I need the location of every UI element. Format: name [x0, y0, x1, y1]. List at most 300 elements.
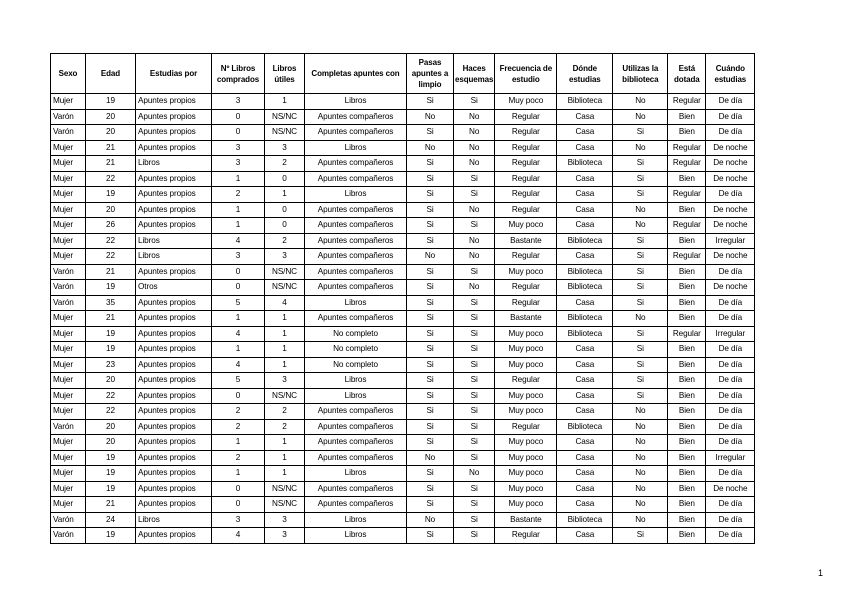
table-cell: De noche: [706, 202, 755, 218]
table-cell: No: [454, 109, 495, 125]
table-cell: 4: [212, 233, 265, 249]
table-cell: Bien: [668, 280, 706, 296]
table-cell: Libros: [305, 388, 407, 404]
table-cell: Muy poco: [495, 342, 557, 358]
table-cell: Regular: [668, 326, 706, 342]
header-row: [51, 54, 755, 94]
table-cell: Mujer: [51, 94, 86, 110]
table-row: [51, 450, 755, 466]
table-cell: 19: [86, 466, 136, 482]
table-cell: Biblioteca: [557, 326, 613, 342]
table-cell: 22: [86, 388, 136, 404]
table-cell: 2: [265, 156, 305, 172]
table-cell: Regular: [495, 528, 557, 544]
table-row: [51, 342, 755, 358]
table-row: [51, 140, 755, 156]
table-cell: 1: [212, 342, 265, 358]
table-cell: Mujer: [51, 342, 86, 358]
table-cell: Si: [454, 187, 495, 203]
table-cell: 1: [212, 311, 265, 327]
table-cell: Si: [454, 404, 495, 420]
table-cell: Regular: [495, 109, 557, 125]
table-cell: No: [454, 156, 495, 172]
table-cell: 4: [212, 326, 265, 342]
table-cell: Casa: [557, 497, 613, 513]
table-cell: 2: [212, 450, 265, 466]
table-cell: No: [454, 280, 495, 296]
table-cell: No: [613, 311, 668, 327]
table-cell: Regular: [495, 249, 557, 265]
table-cell: Si: [454, 295, 495, 311]
table-cell: Si: [454, 342, 495, 358]
table-cell: De día: [706, 311, 755, 327]
table-cell: Libros: [305, 94, 407, 110]
table-cell: Si: [407, 264, 454, 280]
table-cell: 3: [212, 140, 265, 156]
table-cell: Libros: [305, 140, 407, 156]
table-cell: De día: [706, 497, 755, 513]
table-cell: Regular: [495, 171, 557, 187]
table-row: [51, 466, 755, 482]
table-cell: 21: [86, 140, 136, 156]
table-cell: Apuntes compañeros: [305, 404, 407, 420]
table-cell: NS/NC: [265, 497, 305, 513]
table-cell: Mujer: [51, 466, 86, 482]
table-row: [51, 497, 755, 513]
table-row: [51, 295, 755, 311]
table-cell: No: [454, 249, 495, 265]
table-cell: Regular: [668, 94, 706, 110]
table-cell: De día: [706, 187, 755, 203]
table-cell: 19: [86, 326, 136, 342]
table-cell: Si: [454, 357, 495, 373]
table-cell: Mujer: [51, 156, 86, 172]
table-cell: 0: [212, 481, 265, 497]
table-cell: Apuntes compañeros: [305, 264, 407, 280]
table-row: [51, 357, 755, 373]
table-cell: No: [613, 450, 668, 466]
table-cell: De día: [706, 373, 755, 389]
header-estudias-por: Estudias por: [136, 54, 212, 94]
table-cell: Bien: [668, 528, 706, 544]
table-cell: De día: [706, 435, 755, 451]
table-cell: De día: [706, 125, 755, 141]
table-cell: Si: [454, 497, 495, 513]
table-cell: Muy poco: [495, 404, 557, 420]
table-cell: Si: [454, 171, 495, 187]
table-cell: 1: [265, 435, 305, 451]
table-cell: 2: [212, 187, 265, 203]
table-cell: Varón: [51, 512, 86, 528]
table-row: [51, 171, 755, 187]
table-cell: 21: [86, 264, 136, 280]
table-cell: Bien: [668, 357, 706, 373]
table-cell: Libros: [305, 373, 407, 389]
table-cell: Libros: [305, 528, 407, 544]
header-cuando: Cuándo estudias: [706, 54, 755, 94]
table-cell: Casa: [557, 528, 613, 544]
table-cell: Si: [407, 280, 454, 296]
table-cell: Bien: [668, 342, 706, 358]
header-edad: Edad: [86, 54, 136, 94]
table-cell: Casa: [557, 202, 613, 218]
table-cell: 19: [86, 280, 136, 296]
table-cell: Regular: [495, 156, 557, 172]
table-cell: Libros: [305, 187, 407, 203]
table-cell: De noche: [706, 218, 755, 234]
table-cell: Mujer: [51, 373, 86, 389]
table-cell: Libros: [136, 156, 212, 172]
table-cell: Si: [454, 388, 495, 404]
table-row: [51, 404, 755, 420]
table-cell: Varón: [51, 125, 86, 141]
table-row: [51, 109, 755, 125]
table-row: [51, 512, 755, 528]
table-cell: No: [454, 140, 495, 156]
table-cell: No: [613, 497, 668, 513]
table-cell: Casa: [557, 187, 613, 203]
table-cell: Si: [613, 388, 668, 404]
table-cell: De noche: [706, 280, 755, 296]
table-cell: Mujer: [51, 450, 86, 466]
table-row: [51, 419, 755, 435]
table-cell: Muy poco: [495, 94, 557, 110]
table-cell: Varón: [51, 264, 86, 280]
table-cell: Apuntes compañeros: [305, 435, 407, 451]
table-cell: 4: [265, 295, 305, 311]
table-cell: Regular: [495, 187, 557, 203]
table-cell: De día: [706, 109, 755, 125]
table-cell: Biblioteca: [557, 233, 613, 249]
table-cell: 19: [86, 450, 136, 466]
table-cell: NS/NC: [265, 280, 305, 296]
table-cell: Apuntes compañeros: [305, 171, 407, 187]
table-cell: Bien: [668, 295, 706, 311]
table-cell: Apuntes propios: [136, 125, 212, 141]
table-cell: De día: [706, 388, 755, 404]
table-cell: Otros: [136, 280, 212, 296]
table-cell: Apuntes compañeros: [305, 202, 407, 218]
table-cell: Muy poco: [495, 450, 557, 466]
table-cell: No: [407, 109, 454, 125]
page-number: 1: [818, 568, 824, 578]
table-cell: 19: [86, 94, 136, 110]
table-cell: 0: [265, 171, 305, 187]
table-cell: Muy poco: [495, 497, 557, 513]
table-cell: Apuntes propios: [136, 264, 212, 280]
table-cell: 0: [265, 202, 305, 218]
table-cell: Casa: [557, 435, 613, 451]
table-cell: Casa: [557, 171, 613, 187]
table-row: [51, 233, 755, 249]
table-cell: Mujer: [51, 388, 86, 404]
table-cell: No: [613, 419, 668, 435]
table-cell: De día: [706, 342, 755, 358]
table-cell: Bien: [668, 373, 706, 389]
table-cell: Bien: [668, 125, 706, 141]
table-cell: Casa: [557, 109, 613, 125]
table-cell: Mujer: [51, 404, 86, 420]
table-cell: Bastante: [495, 233, 557, 249]
table-cell: 20: [86, 202, 136, 218]
table-cell: No: [613, 94, 668, 110]
table-cell: Si: [407, 156, 454, 172]
table-cell: Casa: [557, 357, 613, 373]
table-cell: Mujer: [51, 497, 86, 513]
table-cell: Apuntes compañeros: [305, 218, 407, 234]
table-cell: Apuntes compañeros: [305, 233, 407, 249]
table-cell: Si: [407, 404, 454, 420]
table-cell: Casa: [557, 342, 613, 358]
table-cell: No: [613, 140, 668, 156]
table-cell: 3: [212, 249, 265, 265]
header-completas-apuntes: Completas apuntes con: [305, 54, 407, 94]
table-cell: No: [613, 202, 668, 218]
table-cell: 0: [265, 218, 305, 234]
table-cell: Casa: [557, 481, 613, 497]
table-cell: 1: [265, 342, 305, 358]
table-cell: No: [454, 125, 495, 141]
header-sexo: Sexo: [51, 54, 86, 94]
table-cell: Muy poco: [495, 357, 557, 373]
table-cell: No: [454, 202, 495, 218]
table-cell: Si: [407, 497, 454, 513]
table-cell: Si: [613, 156, 668, 172]
table-cell: 0: [212, 264, 265, 280]
table-cell: Casa: [557, 125, 613, 141]
table-cell: Si: [613, 264, 668, 280]
table-cell: Varón: [51, 109, 86, 125]
table-cell: De noche: [706, 481, 755, 497]
table-cell: Varón: [51, 295, 86, 311]
table-cell: Varón: [51, 419, 86, 435]
table-cell: Casa: [557, 404, 613, 420]
header-haces-esquemas: Haces esquemas: [454, 54, 495, 94]
header-frecuencia: Frecuencia de estudio: [495, 54, 557, 94]
table-cell: De noche: [706, 140, 755, 156]
table-cell: Apuntes propios: [136, 388, 212, 404]
table-cell: Mujer: [51, 481, 86, 497]
table-cell: Si: [407, 202, 454, 218]
table-cell: Apuntes propios: [136, 466, 212, 482]
table-cell: No completo: [305, 326, 407, 342]
table-cell: Bastante: [495, 512, 557, 528]
table-cell: 20: [86, 419, 136, 435]
table-cell: Si: [454, 326, 495, 342]
table-cell: Si: [613, 373, 668, 389]
table-cell: Si: [407, 388, 454, 404]
table-cell: Bien: [668, 202, 706, 218]
table-cell: No: [613, 512, 668, 528]
table-cell: Si: [407, 481, 454, 497]
table-cell: Si: [454, 450, 495, 466]
table-cell: Regular: [495, 419, 557, 435]
table-cell: Apuntes propios: [136, 342, 212, 358]
table-cell: Apuntes propios: [136, 295, 212, 311]
table-cell: Si: [454, 435, 495, 451]
table-cell: 2: [212, 419, 265, 435]
table-cell: Bien: [668, 450, 706, 466]
table-cell: De noche: [706, 171, 755, 187]
table-cell: Muy poco: [495, 326, 557, 342]
table-cell: Bien: [668, 388, 706, 404]
table-cell: No: [407, 512, 454, 528]
table-cell: Si: [407, 233, 454, 249]
table-cell: No: [454, 233, 495, 249]
table-cell: NS/NC: [265, 388, 305, 404]
table-cell: No completo: [305, 357, 407, 373]
table-cell: 23: [86, 357, 136, 373]
table-cell: Mujer: [51, 249, 86, 265]
table-cell: 24: [86, 512, 136, 528]
table-cell: 20: [86, 373, 136, 389]
table-cell: Libros: [136, 249, 212, 265]
table-cell: Biblioteca: [557, 156, 613, 172]
table-cell: 20: [86, 125, 136, 141]
table-cell: Mujer: [51, 435, 86, 451]
table-cell: 21: [86, 497, 136, 513]
table-cell: Bien: [668, 512, 706, 528]
table-cell: Bien: [668, 233, 706, 249]
table-cell: 3: [212, 156, 265, 172]
header-num-libros: Nº Libros comprados: [212, 54, 265, 94]
table-cell: Muy poco: [495, 435, 557, 451]
table-cell: Casa: [557, 466, 613, 482]
table-cell: NS/NC: [265, 264, 305, 280]
table-cell: Varón: [51, 528, 86, 544]
table-cell: 0: [212, 497, 265, 513]
table-cell: 2: [265, 233, 305, 249]
table-cell: Mujer: [51, 311, 86, 327]
table-cell: De día: [706, 528, 755, 544]
table-cell: 1: [212, 435, 265, 451]
header-dotada: Está dotada: [668, 54, 706, 94]
table-row: [51, 373, 755, 389]
table-cell: Si: [613, 528, 668, 544]
table-cell: Casa: [557, 388, 613, 404]
table-cell: Bien: [668, 481, 706, 497]
table-cell: 1: [265, 94, 305, 110]
table-cell: 19: [86, 342, 136, 358]
table-cell: Irregular: [706, 450, 755, 466]
table-cell: Si: [407, 295, 454, 311]
table-cell: Apuntes propios: [136, 435, 212, 451]
table-cell: Apuntes propios: [136, 187, 212, 203]
table-cell: 1: [212, 171, 265, 187]
table-cell: Casa: [557, 218, 613, 234]
table-row: [51, 156, 755, 172]
table-cell: 21: [86, 311, 136, 327]
table-cell: No: [613, 435, 668, 451]
table-cell: Muy poco: [495, 388, 557, 404]
table-cell: Biblioteca: [557, 94, 613, 110]
table-cell: Apuntes compañeros: [305, 311, 407, 327]
table-cell: 3: [265, 528, 305, 544]
table-cell: Si: [407, 466, 454, 482]
table-cell: Casa: [557, 373, 613, 389]
table-cell: De día: [706, 264, 755, 280]
table-cell: Mujer: [51, 140, 86, 156]
table-cell: Biblioteca: [557, 512, 613, 528]
table-cell: Libros: [305, 512, 407, 528]
table-cell: No: [407, 450, 454, 466]
table-cell: Apuntes propios: [136, 373, 212, 389]
table-cell: 1: [265, 450, 305, 466]
table-cell: Muy poco: [495, 264, 557, 280]
table-row: [51, 94, 755, 110]
table-cell: No: [613, 404, 668, 420]
table-cell: 1: [265, 466, 305, 482]
table-cell: Libros: [305, 295, 407, 311]
table-cell: Apuntes propios: [136, 404, 212, 420]
table-cell: 4: [212, 528, 265, 544]
table-cell: 26: [86, 218, 136, 234]
table-cell: 0: [212, 280, 265, 296]
table-row: [51, 326, 755, 342]
table-cell: 3: [265, 140, 305, 156]
table-cell: 3: [212, 94, 265, 110]
table-cell: Si: [407, 419, 454, 435]
table-cell: Si: [454, 94, 495, 110]
table-cell: Regular: [495, 202, 557, 218]
table-cell: Apuntes propios: [136, 357, 212, 373]
table-row: [51, 125, 755, 141]
table-cell: No completo: [305, 342, 407, 358]
table-cell: Bastante: [495, 311, 557, 327]
table-cell: Si: [613, 249, 668, 265]
table-cell: Irregular: [706, 326, 755, 342]
table-cell: Bien: [668, 311, 706, 327]
table-row: [51, 264, 755, 280]
table-cell: Si: [613, 125, 668, 141]
table-cell: Si: [407, 373, 454, 389]
table-cell: Apuntes propios: [136, 326, 212, 342]
table-cell: Apuntes propios: [136, 528, 212, 544]
table-cell: 20: [86, 109, 136, 125]
table-cell: Si: [407, 218, 454, 234]
table-cell: Apuntes propios: [136, 497, 212, 513]
table-cell: Si: [613, 187, 668, 203]
table-cell: Apuntes propios: [136, 171, 212, 187]
table-cell: Si: [454, 311, 495, 327]
table-cell: No: [407, 140, 454, 156]
table-cell: Bien: [668, 264, 706, 280]
table-cell: Apuntes propios: [136, 419, 212, 435]
table-cell: Mujer: [51, 187, 86, 203]
table-cell: 5: [212, 295, 265, 311]
table-cell: Regular: [668, 156, 706, 172]
header-pasas-apuntes: Pasas apuntes a limpio: [407, 54, 454, 94]
table-cell: Si: [407, 357, 454, 373]
table-cell: Bien: [668, 466, 706, 482]
table-cell: Si: [454, 264, 495, 280]
table-cell: 2: [265, 419, 305, 435]
table-cell: Apuntes compañeros: [305, 450, 407, 466]
table-cell: Bien: [668, 109, 706, 125]
table-cell: Muy poco: [495, 218, 557, 234]
table-cell: 22: [86, 233, 136, 249]
table-cell: No: [613, 466, 668, 482]
table-cell: 35: [86, 295, 136, 311]
table-cell: De día: [706, 357, 755, 373]
table-cell: Muy poco: [495, 466, 557, 482]
table-cell: Mujer: [51, 233, 86, 249]
header-donde-estudias: Dónde estudias: [557, 54, 613, 94]
table-cell: Apuntes propios: [136, 140, 212, 156]
table-cell: Si: [407, 342, 454, 358]
table-cell: 3: [212, 512, 265, 528]
table-cell: Si: [613, 280, 668, 296]
